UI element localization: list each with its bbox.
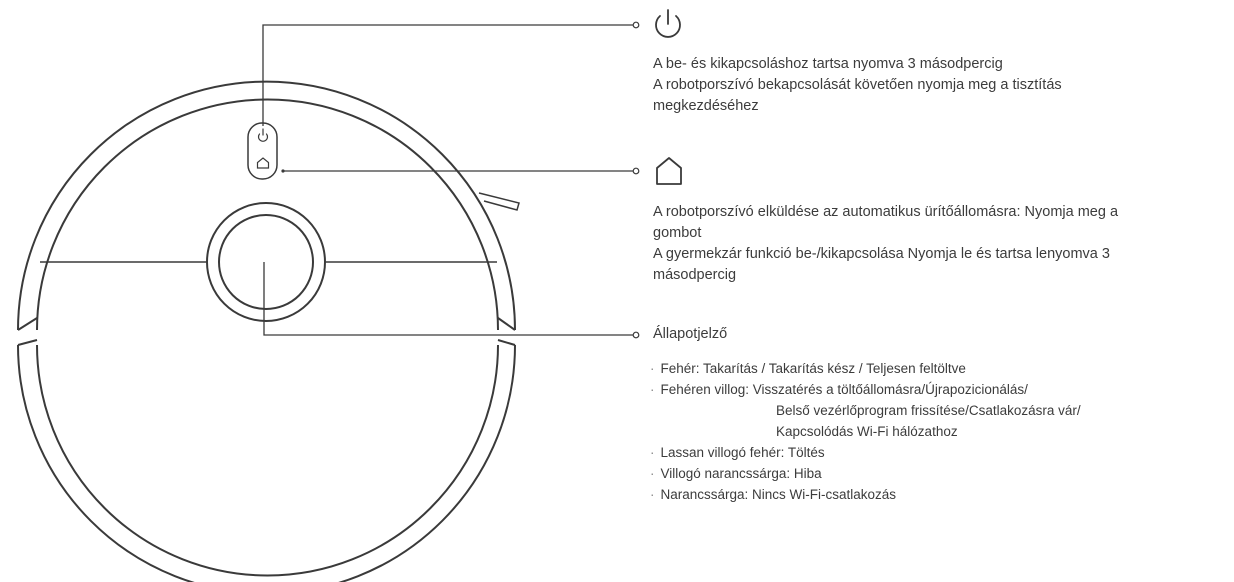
bumper-gap-left <box>18 318 37 330</box>
power-icon <box>656 10 680 37</box>
status-indicator-list <box>650 358 1210 505</box>
home-desc-line-4: másodpercig <box>653 267 737 283</box>
status-item: · Fehéren villog: Visszatérés a töltőállomásra/Újrapozicionálás/ <box>650 382 1028 397</box>
callout-power-dot <box>633 22 639 28</box>
power-desc-line-2: A robotporszívó bekapcsolását követően nyomja meg a tisztítás <box>653 77 1062 93</box>
callout-status-dot <box>633 332 639 338</box>
power-description <box>653 54 1213 117</box>
home-desc-line-2: gombot <box>653 225 702 241</box>
callout-status-line <box>264 262 633 335</box>
callout-power-line <box>263 25 633 126</box>
status-item: · Villogó narancssárga: Hiba <box>650 466 822 481</box>
lds-sensor-outer <box>207 203 325 321</box>
side-brush <box>479 193 519 210</box>
bumper-gap-right-2 <box>498 340 515 345</box>
bumper-gap-right <box>498 318 515 330</box>
bumper-gap-left-2 <box>18 340 37 345</box>
status-item: · Fehér: Takarítás / Takarítás kész / Teljesen feltöltve <box>650 361 966 376</box>
robot-bumper-inner-bottom <box>37 345 498 575</box>
home-icon <box>657 158 681 184</box>
callout-home-dot <box>633 168 639 174</box>
robot-body-outer-top <box>18 82 515 330</box>
power-desc-line-3: megkezdéséhez <box>653 98 759 114</box>
home-description <box>653 202 1233 286</box>
power-desc-line-1: A be- és kikapcsoláshoz tartsa nyomva 3 másodpercig <box>653 56 1003 72</box>
status-item: · Narancssárga: Nincs Wi-Fi-csatlakozás <box>650 487 897 502</box>
status-item-continued: Kapcsolódás Wi-Fi hálózathoz <box>776 424 958 439</box>
home-desc-line-1: A robotporszívó elküldése az automatikus ürítőállomásra: Nyomja meg a <box>653 204 1119 220</box>
callout-home-start-dot <box>281 169 284 172</box>
home-desc-line-3: A gyermekzár funkció be-/kikapcsolása Nyomja le és tartsa lenyomva 3 <box>653 246 1110 262</box>
status-item: · Lassan villogó fehér: Töltés <box>650 445 825 460</box>
status-item-continued: Belső vezérlőprogram frissítése/Csatlakozásra vár/ <box>776 403 1081 418</box>
status-indicator-title: Állapotjelző <box>653 326 728 342</box>
robot-body-outer <box>18 345 515 582</box>
lds-sensor-inner <box>219 215 313 309</box>
